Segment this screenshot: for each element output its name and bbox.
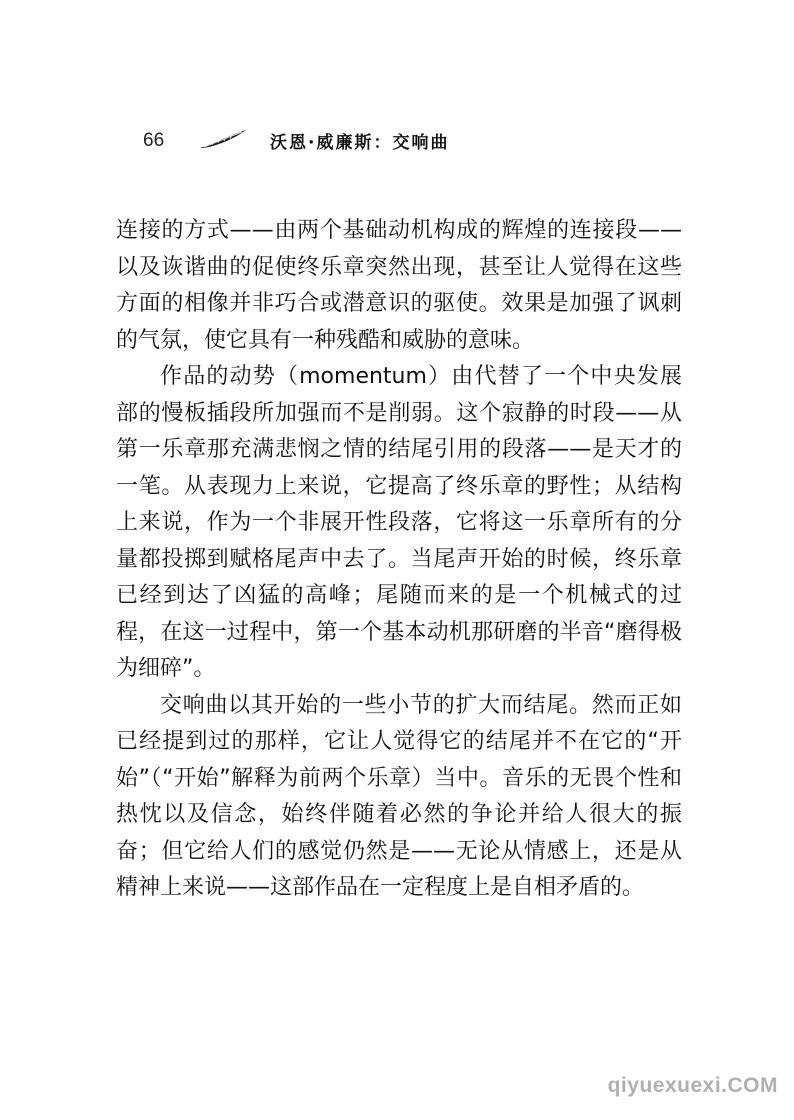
page-header	[143, 128, 543, 156]
quill-icon	[198, 128, 248, 150]
body-text	[116, 213, 682, 907]
paragraph-3: 交响曲以其开始的一些小节的扩大而结尾。然而正如已经提到过的那样，它让人觉得它的结尾并不在它的“开始”（“开始”解释为前两个乐章）当中。音乐的无畏个性和热忱以及信念，始终伴随着必然的争论并给人很大的振奋；但它给人们的感觉仍然是——无论从情感上，还是从精神上来说——这部作品在一定程度上是自相矛盾的。	[116, 692, 682, 900]
running-title: 沃恩·威廉斯：交响曲	[270, 133, 450, 153]
paragraph-2: 作品的动势（momentum）由代替了一个中央发展部的慢板插段所加强而不是削弱。这个寂静的时段——从第一乐章那充满悲悯之情的结尾引用的段落——是天才的一笔。从表现力上来说，它提高了终乐章的野性；从结构上来说，作为一个非展开性段落，它将这一乐章所有的分量都投掷到赋格尾声中去了。当尾声开始的时候，终乐章已经到达了凶猛的高峰；尾随而来的是一个机械式的过程，在这一过程中，第一个基本动机那研磨的半音“磨得极为细碎”。	[116, 364, 682, 681]
page-number: 66	[143, 130, 165, 151]
watermark: qiyuexuexi.COM	[607, 1074, 778, 1097]
paragraph-1: 连接的方式——由两个基础动机构成的辉煌的连接段——以及诙谐曲的促使终乐章突然出现，甚至让人觉得在这些方面的相像并非巧合或潜意识的驱使。效果是加强了讽刺的气氛，使它具有一种残酷和威胁的意味。	[116, 218, 682, 353]
